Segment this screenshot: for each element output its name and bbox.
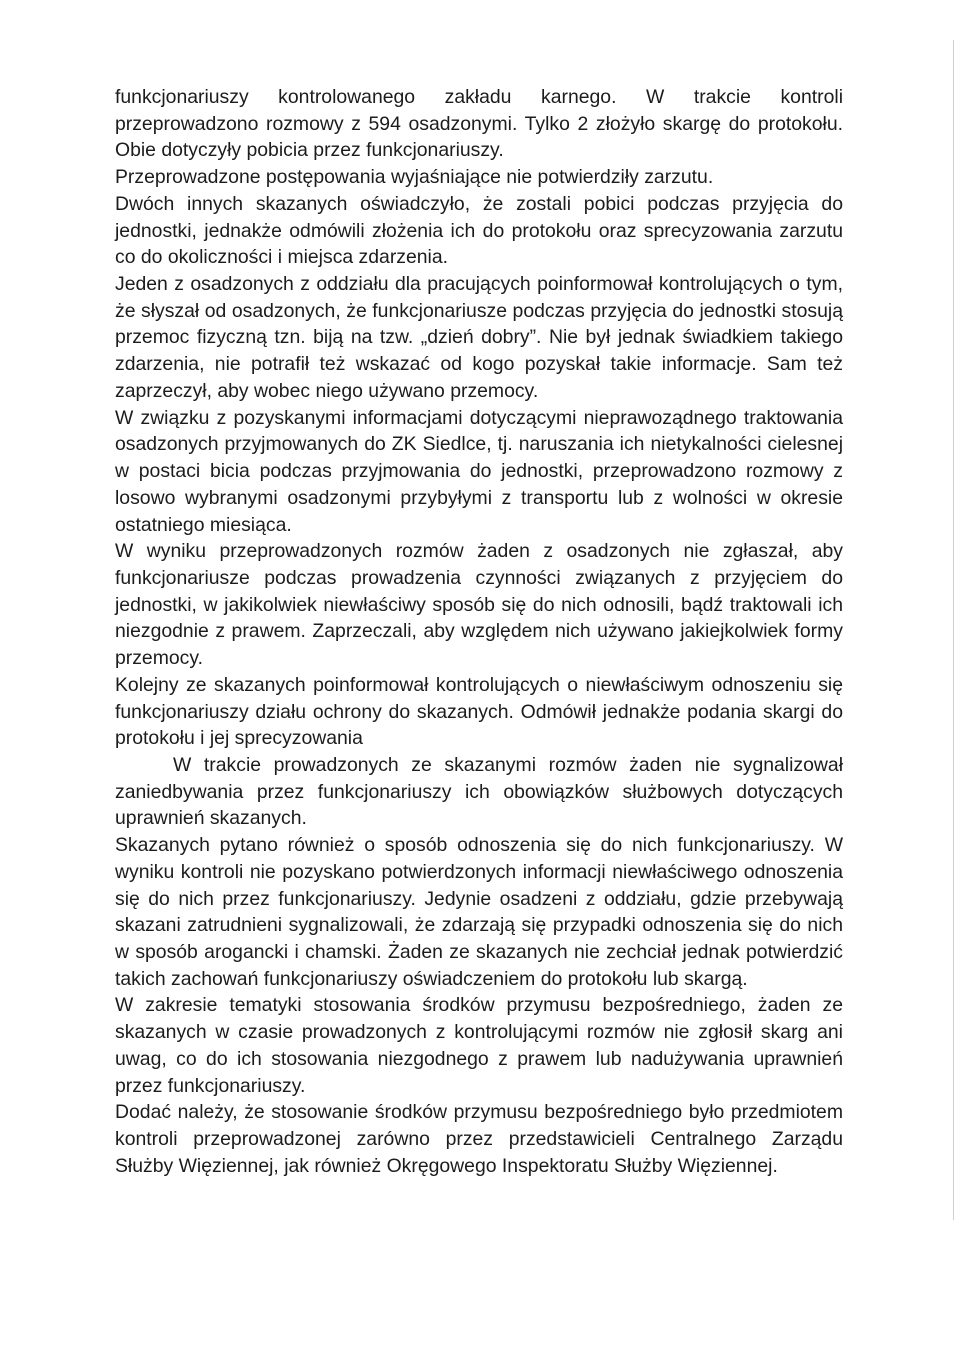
paragraph-6: W wyniku przeprowadzonych rozmów żaden z osadzonych nie zgłaszał, aby funkcjonariusze podczas prowadzenia czynności związanych z przyjęciem do jednostki, w jakikolwiek niewłaściwy sposób się do nich odnosili, bądź traktowali ich niezgodnie z prawem. Zaprzeczali, aby względem nich używano jakiejkolwiek formy przemocy. — [115, 540, 843, 670]
paragraph-11: Dodać należy, że stosowanie środków przymusu bezpośredniego było przedmiotem kontroli przeprowadzonej zarówno przez przedstawicieli Centralnego Zarządu Służby Więziennej, jak również Okręgowego Inspektoratu Służby Więziennej. — [115, 1101, 843, 1177]
paragraph-9: Skazanych pytano również o sposób odnoszenia się do nich funkcjonariuszy. W wyniku kontroli nie pozyskano potwierdzonych informacji niewłaściwego odnoszenia się do nich przez funkcjonariuszy. Jedynie osadzeni z oddziału, gdzie przebywają skazani zatrudnieni sygnalizowali, że zdarzają się przypadki odnoszenia się do nich w sposób arogancki i chamski. Żaden ze skazanych nie zechciał jednak potwierdzić takich zachowań funkcjonariuszy oświadczeniem do protokołu lub skargą. — [115, 834, 843, 990]
paragraph-4: Jeden z osadzonych z oddziału dla pracujących poinformował kontrolujących o tym, że słyszał od osadzonych, że funkcjonariusze podczas przyjęcia do jednostki stosują przemoc fizyczną tzn. biją na tzw. „dzień dobry”. Nie był jednak świadkiem takiego zdarzenia, nie potrafił też wskazać od kogo pozyskał takie informacje. Sam też zaprzeczył, aby wobec niego używano przemocy. — [115, 273, 843, 402]
paragraph-3: Dwóch innych skazanych oświadczyło, że zostali pobici podczas przyjęcia do jednostki, jednakże odmówili złożenia ich do protokołu oraz sprecyzowania zarzutu co do okoliczności i miejsca zdarzenia. — [115, 192, 843, 269]
paragraph-1: funkcjonariuszy kontrolowanego zakładu karnego. W trakcie kontroli przeprowadzono rozmowy z 594 osadzonymi. Tylko 2 złożyło skargę do protokołu. Obie dotyczyły pobicia przez funkcjonariuszy. — [115, 86, 843, 162]
paragraph-5: W związku z pozyskanymi informacjami dotyczącymi nieprawoządnego traktowania osadzonych przyjmowanych do ZK Siedlce, tj. naruszania ich nietykalności cielesnej w postaci bicia podczas przyjmowania do jednostki, przeprowadzono rozmowy z losowo wybranymi osadzonymi przybyłymi z transportu lub z wolności w okresie ostatniego miesiąca. — [115, 406, 843, 536]
paragraph-8: W trakcie prowadzonych ze skazanymi rozmów żaden nie sygnalizował zaniedbywania przez funkcjonariuszy ich obowiązków służbowych dotyczących uprawnień skazanych. — [115, 753, 843, 830]
scan-edge-line — [953, 40, 954, 1220]
paragraph-10: W zakresie tematyki stosowania środków przymusu bezpośredniego, żaden ze skazanych w czasie prowadzonych z kontrolującymi rozmów nie zgłosił skarg ani uwag, co do ich stosowania niezgodnego z prawem lub nadużywania uprawnień przez funkcjonariuszy. — [115, 994, 843, 1097]
paragraph-7: Kolejny ze skazanych poinformował kontrolujących o niewłaściwym odnoszeniu się funkcjonariuszy działu ochrony do skazanych. Odmówił jednakże podania skargi do protokołu i jej sprecyzowania — [115, 673, 843, 750]
document-body — [115, 84, 843, 1179]
paragraph-2: Przeprowadzone postępowania wyjaśniające nie potwierdziły zarzutu. — [115, 166, 714, 189]
